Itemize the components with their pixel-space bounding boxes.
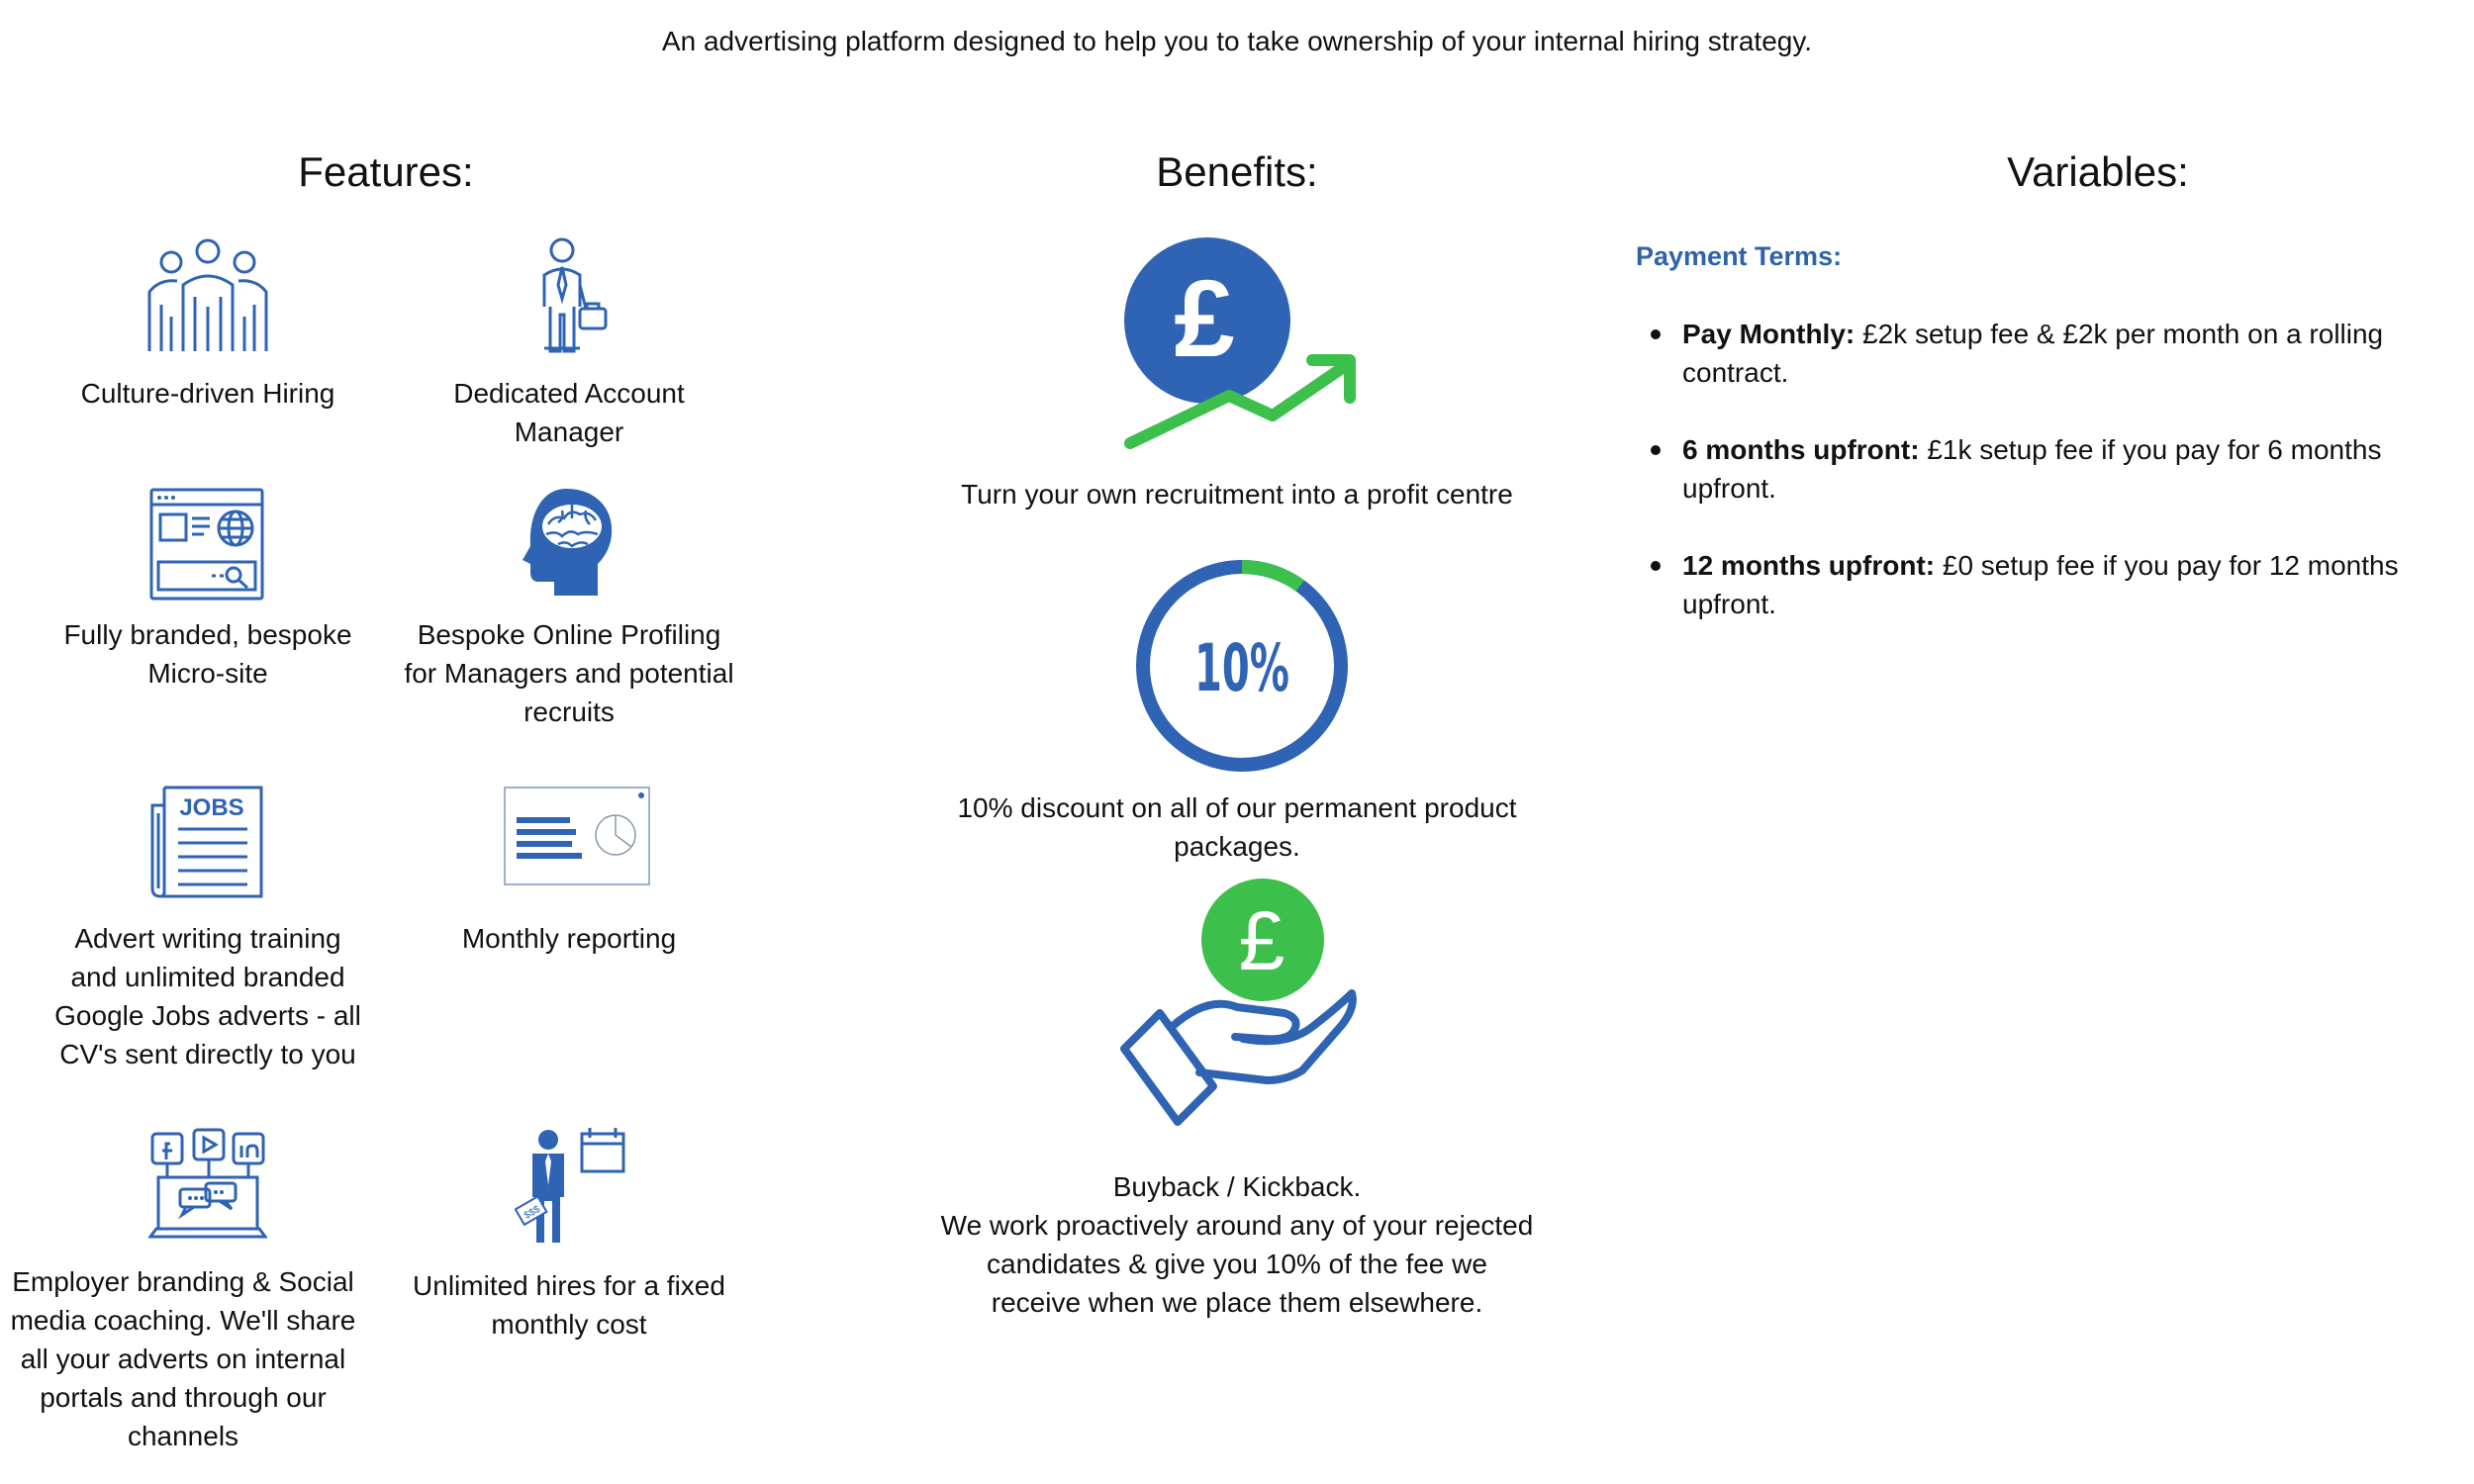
hand-pound-glyph: £ <box>1238 894 1285 987</box>
payment-term-text: £2k setup fee & £2k per month on a rolling contract. <box>1682 319 2384 388</box>
feature-label: Fully branded, bespoke Micro-site <box>63 619 352 689</box>
microsite-browser-icon <box>148 487 267 602</box>
pound-growth-glyph: £ <box>1174 258 1235 380</box>
benefit-text: Turn your own recruitment into a profit centre <box>961 479 1513 510</box>
payment-term-text: £0 setup fee if you pay for 12 months upfront. <box>1682 550 2399 619</box>
pound-growth-icon <box>1118 237 1366 455</box>
feature-label: Dedicated Account Manager <box>453 378 685 447</box>
payment-term-item <box>1635 546 2474 623</box>
payment-term-item <box>1635 430 2474 508</box>
payment-term-label: 12 months upfront: <box>1682 550 1936 581</box>
feature-label: Bespoke Online Profiling for Managers and potential recruits <box>404 619 734 727</box>
feature-label: Culture-driven Hiring <box>80 378 335 409</box>
benefits-heading: Benefits: <box>1156 148 1318 195</box>
benefit-text: 10% discount on all of our permanent product packages. <box>957 792 1517 862</box>
payment-terms-subheading: Payment Terms: <box>1636 241 1843 271</box>
discount-badge: 10% <box>1194 630 1289 706</box>
benefit-title: Buyback / Kickback. <box>1112 1171 1362 1202</box>
team-people-icon <box>143 237 272 356</box>
jobs-icon-text: JOBS <box>179 794 244 821</box>
jobs-newspaper-icon <box>148 784 267 902</box>
benefit-text: We work proactively around any of your rejected candidates & give you 10% of the fee we receive when we place them elsewhere. <box>940 1210 1534 1318</box>
price-tag-text: $$$ <box>522 1203 542 1222</box>
features-heading: Features: <box>298 148 474 195</box>
payment-term-label: Pay Monthly: <box>1682 319 1856 349</box>
hand-pound-icon <box>1118 879 1366 1136</box>
payment-terms-list <box>1635 315 2474 662</box>
brain-profile-icon <box>515 485 618 600</box>
variables-heading: Variables: <box>2007 148 2189 195</box>
feature-label: Employer branding & Social media coaching. We'll share all your adverts on internal portals and through our channels <box>10 1266 356 1451</box>
feature-label: Monthly reporting <box>461 923 677 954</box>
feature-label: Unlimited hires for a fixed monthly cost <box>413 1270 725 1340</box>
social-media-laptop-icon <box>148 1128 267 1245</box>
payment-term-text: £1k setup fee if you pay for 6 months upfront. <box>1682 434 2382 504</box>
payment-term-item <box>1635 315 2474 392</box>
report-chart-icon <box>503 786 651 886</box>
payment-term-label: 6 months upfront: <box>1682 434 1920 465</box>
account-manager-icon <box>524 237 614 356</box>
tagline: An advertising platform designed to help you to take ownership of your internal hiring strategy. <box>661 26 1813 56</box>
feature-label: Advert writing training and unlimited branded Google Jobs adverts - all CV's sent directly to you <box>54 923 361 1069</box>
hire-businessman-icon <box>515 1128 629 1247</box>
discount-ring-icon <box>1133 557 1351 775</box>
